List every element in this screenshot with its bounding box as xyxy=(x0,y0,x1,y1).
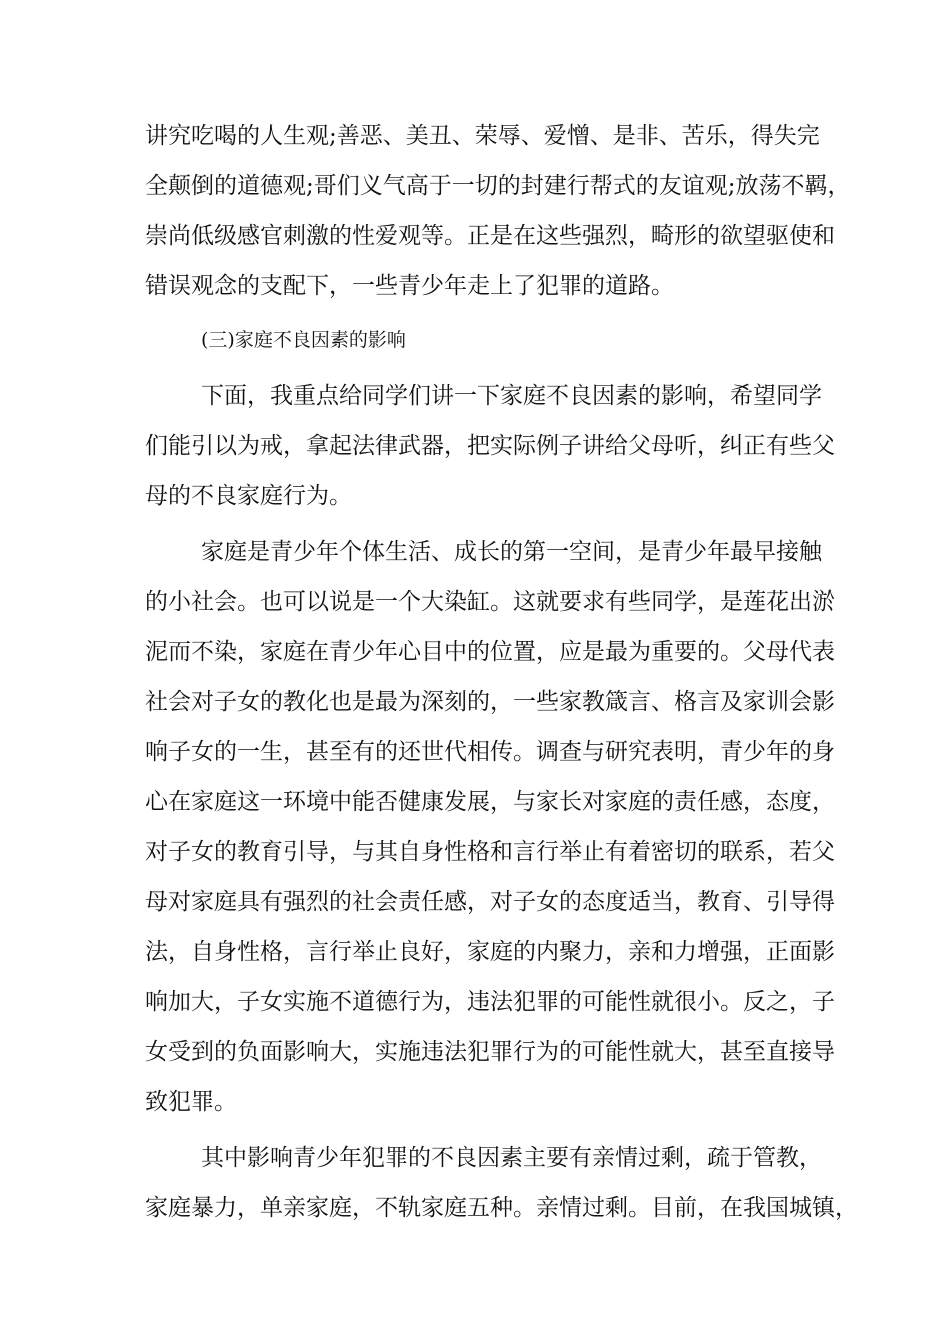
text-line: 的小社会。也可以说是一个大染缸。这就要求有些同学，是莲花出淤 xyxy=(145,589,835,615)
text-line: 崇尚低级感官刺激的性爱观等。正是在这些强烈，畸形的欲望驱使和 xyxy=(145,223,835,249)
text-line: 响子女的一生，甚至有的还世代相传。调查与研究表明，青少年的身 xyxy=(145,739,835,765)
text-line: 们能引以为戒，拿起法律武器，把实际例子讲给父母听，纠正有些父 xyxy=(145,433,835,459)
paragraph-first-line: 下面，我重点给同学们讲一下家庭不良因素的影响，希望同学 xyxy=(201,383,822,409)
text-line: 致犯罪。 xyxy=(145,1089,237,1115)
text-line: 对子女的教育引导，与其自身性格和言行举止有着密切的联系，若父 xyxy=(145,839,835,865)
text-line: 响加大，子女实施不道德行为，违法犯罪的可能性就很小。反之，子 xyxy=(145,989,835,1015)
text-line: 讲究吃喝的人生观;善恶、美丑、荣辱、爱憎、是非、苦乐，得失完 xyxy=(145,123,820,149)
text-line: 家庭暴力，单亲家庭，不轨家庭五种。亲情过剩。目前，在我国城镇， xyxy=(145,1195,858,1221)
text-line: 女受到的负面影响大，实施违法犯罪行为的可能性就大，甚至直接导 xyxy=(145,1039,835,1065)
paragraph-first-line: 家庭是青少年个体生活、成长的第一空间，是青少年最早接触 xyxy=(201,539,822,565)
text-line: 心在家庭这一环境中能否健康发展，与家长对家庭的责任感，态度， xyxy=(145,789,835,815)
text-line: 全颠倒的道德观;哥们义气高于一切的封建行帮式的友谊观;放荡不羁， xyxy=(145,173,851,199)
section-heading: (三)家庭不良因素的影响 xyxy=(201,329,406,351)
text-line: 法，自身性格，言行举止良好，家庭的内聚力，亲和力增强，正面影 xyxy=(145,939,835,965)
text-line: 社会对子女的教化也是最为深刻的，一些家教箴言、格言及家训会影 xyxy=(145,689,835,715)
text-line: 母的不良家庭行为。 xyxy=(145,483,352,509)
text-line: 泥而不染，家庭在青少年心目中的位置，应是最为重要的。父母代表 xyxy=(145,639,835,665)
text-line: 母对家庭具有强烈的社会责任感，对子女的态度适当，教育、引导得 xyxy=(145,889,835,915)
paragraph-first-line: 其中影响青少年犯罪的不良因素主要有亲情过剩，疏于管教， xyxy=(201,1145,822,1171)
text-line: 错误观念的支配下，一些青少年走上了犯罪的道路。 xyxy=(145,273,674,299)
